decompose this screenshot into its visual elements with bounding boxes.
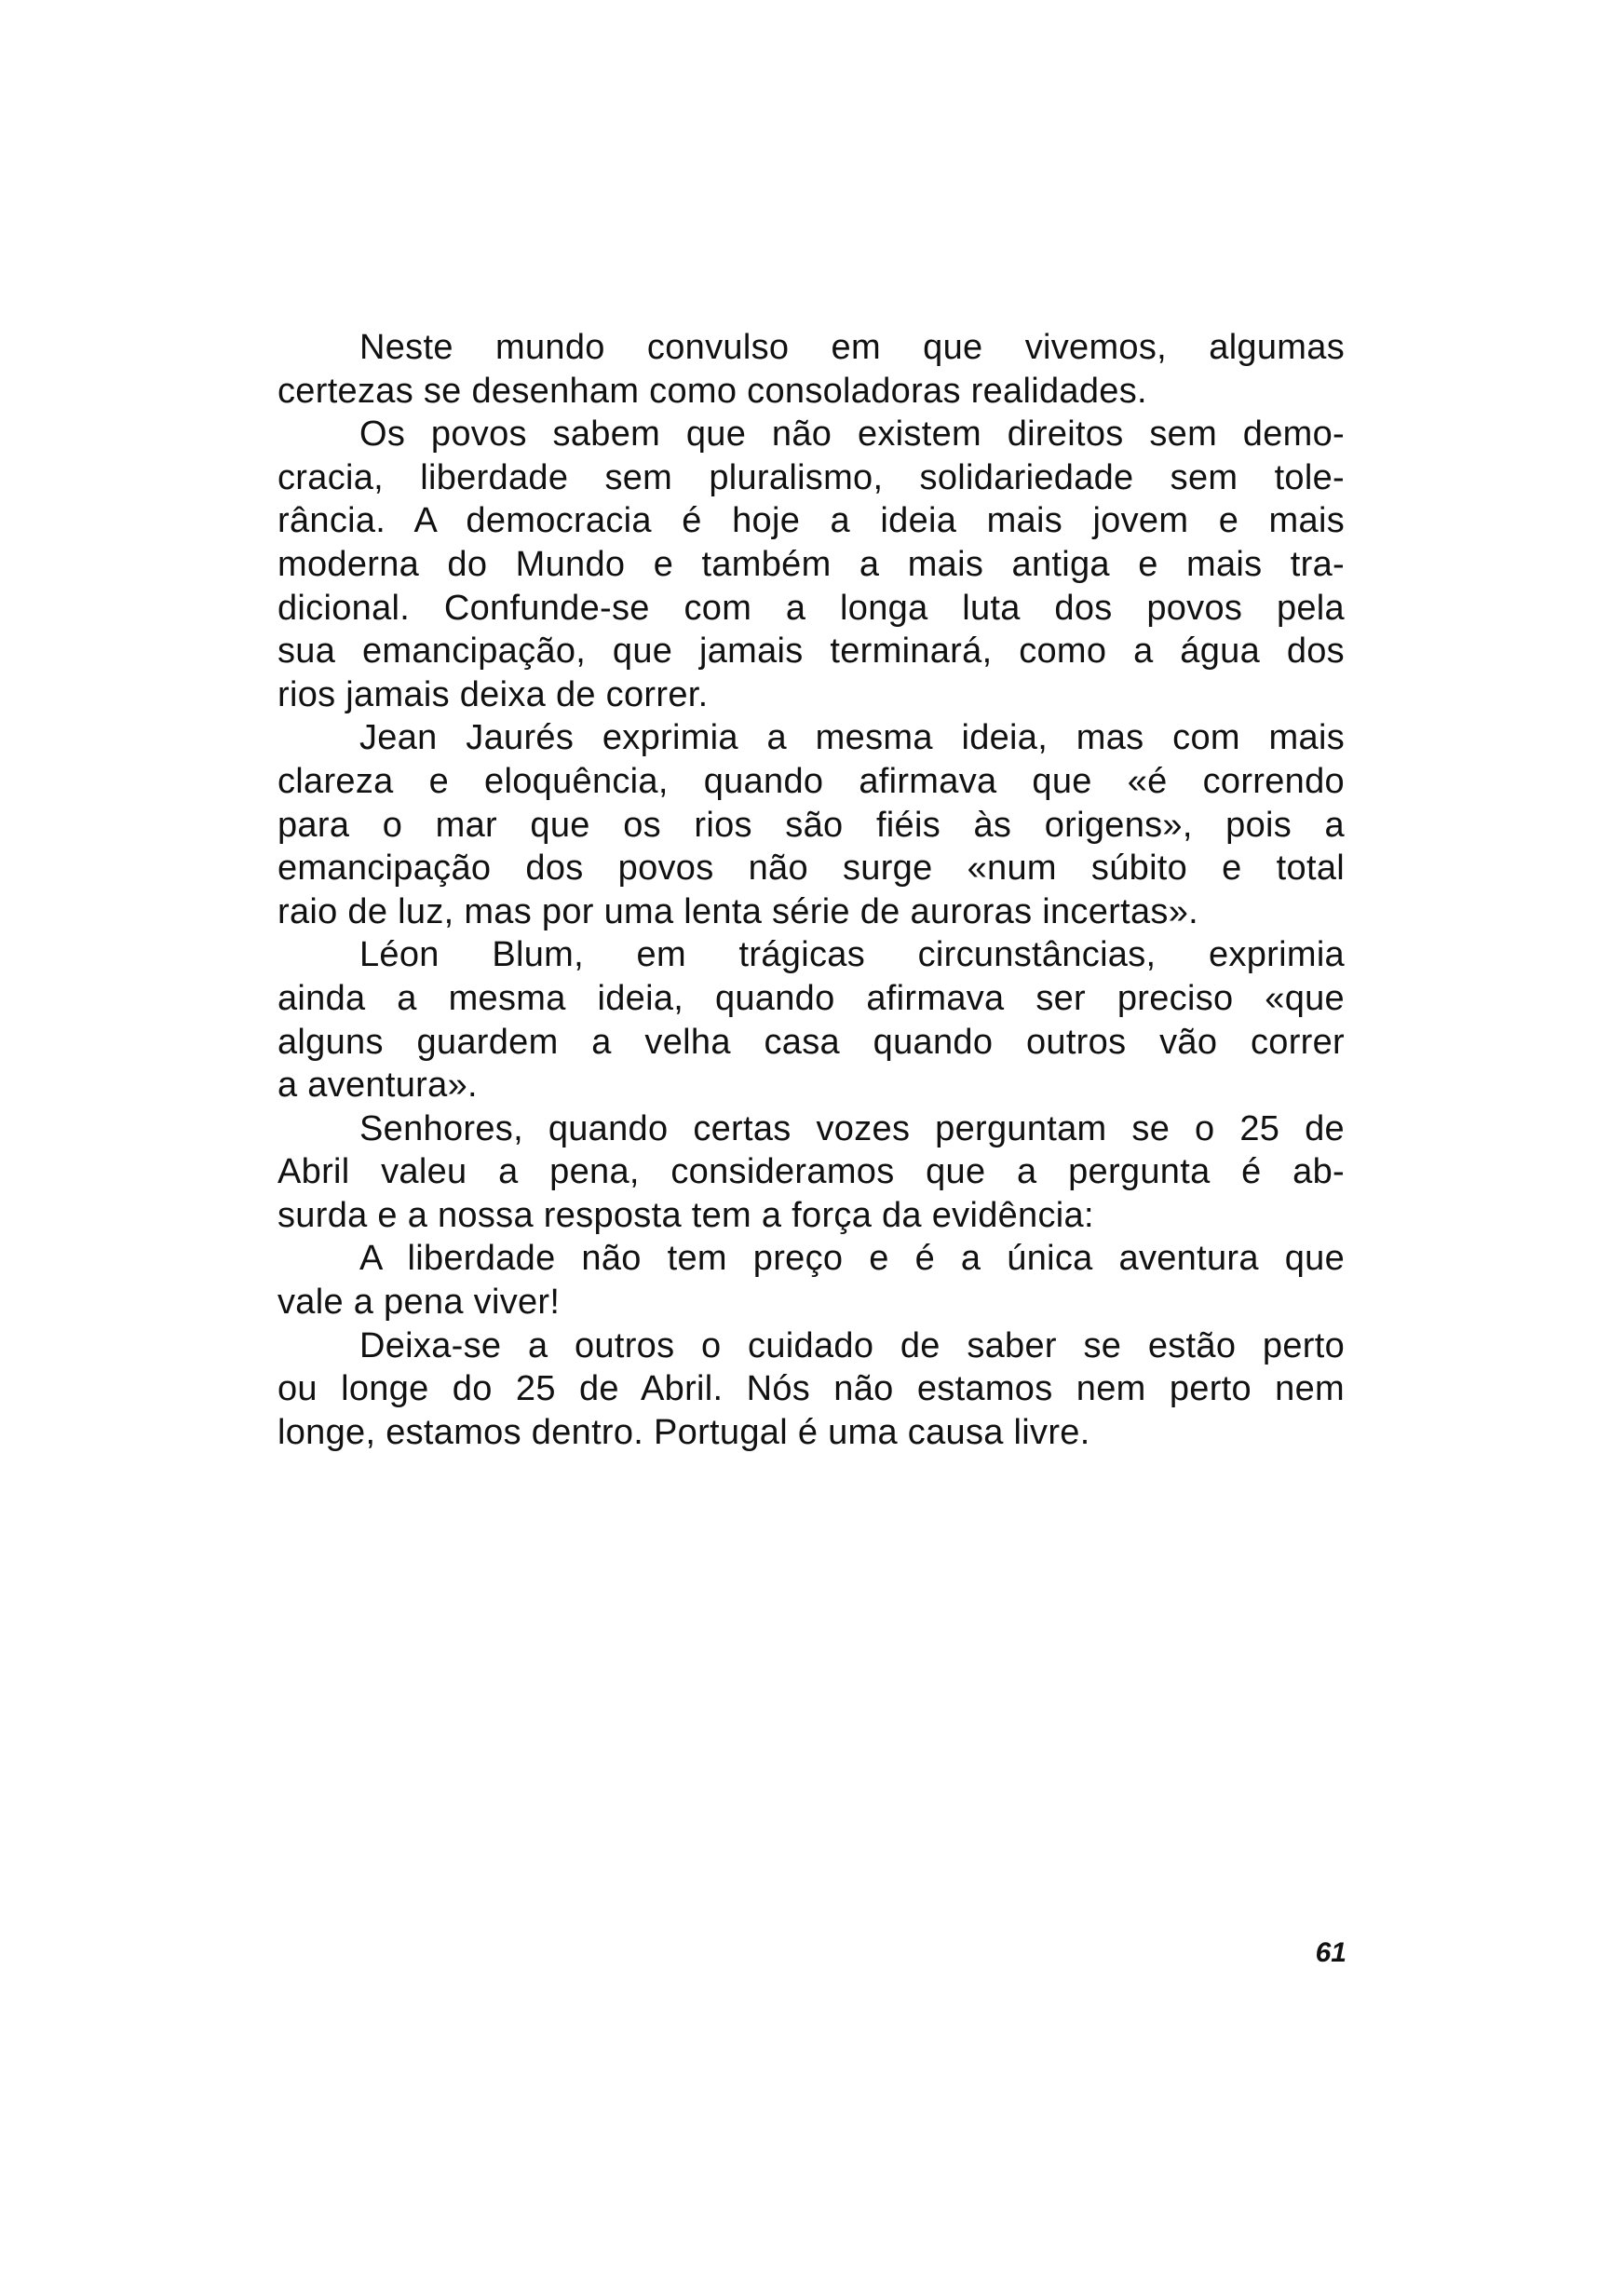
paragraph-2-line-5: dicional. Confunde-se com a longa luta dos povos pela (277, 588, 1345, 628)
paragraph-3-line-1: Jean Jaurés exprimia a mesma ideia, mas com mais (359, 718, 1345, 758)
paragraph-1-line-1: Neste mundo convulso em que vivemos, algumas (359, 328, 1345, 367)
paragraph-4-line-3: alguns guardem a velha casa quando outros vão correr (277, 1022, 1345, 1062)
paragraph-2-line-3: rância. A democracia é hoje a ideia mais jovem e mais (277, 501, 1345, 541)
paragraph-5-line-3: surda e a nossa resposta tem a força da evidência: (277, 1195, 1094, 1235)
paragraph-4-line-4: a aventura». (277, 1066, 478, 1106)
paragraph-3-line-5: raio de luz, mas por uma lenta série de auroras incertas». (277, 891, 1198, 931)
paragraph-4-line-1: Léon Blum, em trágicas circunstâncias, exprimia (359, 935, 1345, 975)
paragraph-3-line-4: emancipação dos povos não surge «num súbito e total (277, 849, 1345, 889)
paragraph-6-line-2: vale a pena viver! (277, 1283, 561, 1323)
paragraph-5-line-1: Senhores, quando certas vozes perguntam se o 25 de (359, 1108, 1345, 1148)
paragraph-2-line-6: sua emancipação, que jamais terminará, como a água dos (277, 631, 1345, 672)
paragraph-7-line-1: Deixa-se a outros o cuidado de saber se estão perto (359, 1325, 1345, 1365)
paragraph-3-line-3: para o mar que os rios são fiéis às origens», pois a (277, 805, 1345, 845)
paragraph-2-line-1: Os povos sabem que não existem direitos sem demo- (359, 414, 1345, 455)
body-text (277, 326, 1345, 1454)
paragraph-1-line-2: certezas se desenham como consoladoras realidades. (277, 371, 1147, 411)
paragraph-2-line-7: rios jamais deixa de correr. (277, 674, 709, 714)
paragraph-3-line-2: clareza e eloquência, quando afirmava que «é correndo (277, 761, 1345, 801)
paragraph-6-line-1: A liberdade não tem preço e é a única aventura que (359, 1239, 1345, 1279)
paragraph-5-line-2: Abril valeu a pena, consideramos que a pergunta é ab- (277, 1152, 1345, 1192)
paragraph-7-line-3: longe, estamos dentro. Portugal é uma causa livre. (277, 1412, 1090, 1452)
paragraph-4-line-2: ainda a mesma ideia, quando afirmava ser preciso «que (277, 978, 1345, 1018)
paragraph-2-line-2: cracia, liberdade sem pluralismo, solidariedade sem tole- (277, 457, 1345, 497)
page-number: 61 (1315, 1937, 1347, 1968)
paragraph-2-line-4: moderna do Mundo e também a mais antiga e mais tra- (277, 544, 1345, 584)
paragraph-7-line-2: ou longe do 25 de Abril. Nós não estamos nem perto nem (277, 1369, 1345, 1409)
